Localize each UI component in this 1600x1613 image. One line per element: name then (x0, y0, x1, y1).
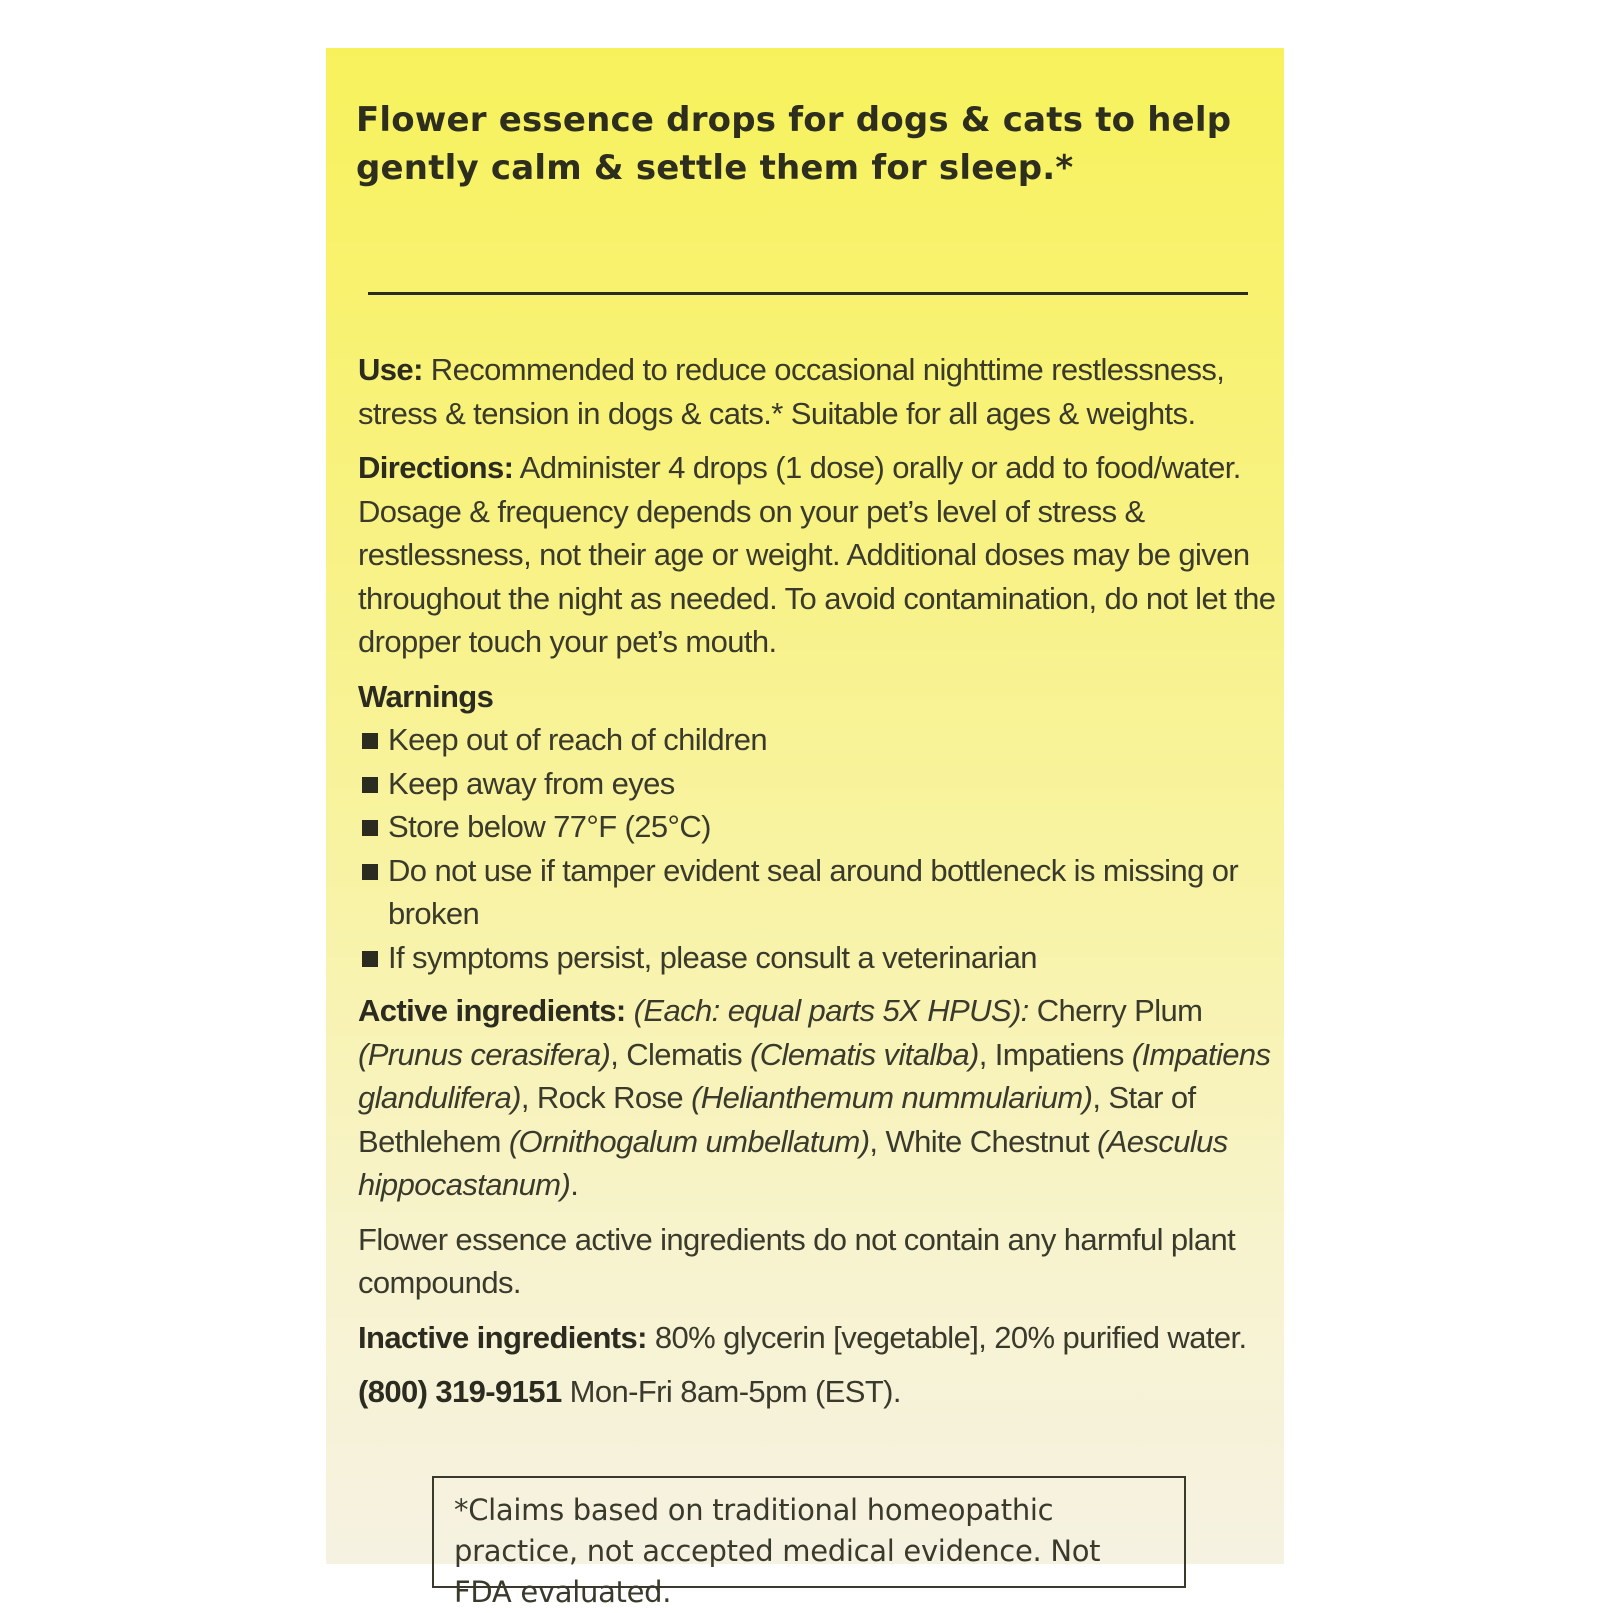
active-qualifier: (Each: equal parts 5X HPUS): (625, 993, 1029, 1028)
ingredient-common: Star of Bethlehem (358, 1080, 1196, 1159)
ingredient-separator: , (1092, 1080, 1101, 1115)
square-bullet-icon (362, 733, 378, 749)
directions-text: Administer 4 drops (1 dose) orally or add to food/water. Dosage & frequency depends on your pet’s level of stress & restlessness, not their age or weight. Additional doses may be given throughout the night as needed. To avoid contamination, do not let the dropper touch your pet’s mouth. (358, 450, 1276, 659)
ingredient-latin: (Ornithogalum umbellatum) (508, 1123, 870, 1159)
inactive-label: Inactive ingredients: (358, 1319, 647, 1355)
warning-item (358, 718, 1276, 762)
ingredient-latin: (Helianthemum nummularium) (691, 1080, 1093, 1115)
use-text: Recommended to reduce occasional nighttime restlessness, stress & tension in dogs & cats.* Suitable for all ages & weights. (358, 352, 1225, 431)
inactive-text: 80% glycerin [vegetable], 20% purified water. (646, 1319, 1247, 1355)
warnings-list (358, 718, 1276, 979)
warnings-title: Warnings (358, 678, 494, 714)
ingredient-common: Cherry Plum (1028, 993, 1203, 1028)
disclaimer-box: *Claims based on traditional homeopathic practice, not accepted medical evidence. Not FDA evaluated. (432, 1476, 1186, 1588)
ingredient-common: Rock Rose (528, 1080, 692, 1115)
ingredient-common: Impatiens (986, 1036, 1132, 1072)
product-label-panel (326, 48, 1284, 1609)
inactive-ingredients-section (358, 1316, 1276, 1360)
warning-item (358, 936, 1276, 980)
use-label: Use: (358, 352, 423, 387)
directions-section (358, 446, 1276, 664)
ingredient-separator: . (570, 1167, 579, 1202)
headline: Flower essence drops for dogs & cats to help gently calm & settle them for sleep.* (356, 100, 1232, 188)
square-bullet-icon (362, 777, 378, 793)
label-body (358, 348, 1276, 1425)
contact-line (358, 1370, 1276, 1414)
ingredient-common: Clematis (618, 1036, 751, 1072)
warning-item (358, 762, 1276, 806)
warning-text: If symptoms persist, please consult a veterinarian (388, 939, 1037, 975)
square-bullet-icon (362, 951, 378, 967)
square-bullet-icon (362, 864, 378, 880)
square-bullet-icon (362, 820, 378, 836)
ingredient-separator: , (610, 1036, 619, 1072)
warning-text: Store below 77°F (25°C) (388, 809, 711, 844)
warning-text: Keep out of reach of children (388, 722, 767, 757)
ingredient-latin: (Aesculus hippocastanum) (358, 1123, 1228, 1202)
ingredient-separator: , (869, 1123, 878, 1159)
active-label: Active ingredients: (358, 993, 626, 1028)
ingredient-common: White Chestnut (877, 1123, 1097, 1159)
directions-label: Directions: (358, 450, 514, 485)
ingredient-separator: , (520, 1080, 529, 1115)
warning-text: Keep away from eyes (388, 765, 675, 801)
ingredient-separator: , (978, 1036, 987, 1072)
ingredient-latin: (Prunus cerasifera) (358, 1036, 611, 1072)
warning-item (358, 849, 1276, 936)
warning-text: Do not use if tamper evident seal around bottleneck is missing or broken (388, 852, 1239, 931)
phone-number: (800) 319-9151 (358, 1374, 562, 1409)
warning-item (358, 805, 1276, 849)
contact-hours: Mon-Fri 8am-5pm (EST). (561, 1374, 901, 1409)
flower-essence-note: Flower essence active ingredients do not contain any harmful plant compounds. (358, 1221, 1236, 1300)
ingredient-latin: (Clematis vitalba) (750, 1036, 979, 1072)
ingredient-latin: (Impatiens glandulifera) (358, 1036, 1271, 1115)
divider-rule (368, 292, 1248, 295)
use-section (358, 348, 1276, 435)
active-ingredients-section (358, 989, 1276, 1207)
